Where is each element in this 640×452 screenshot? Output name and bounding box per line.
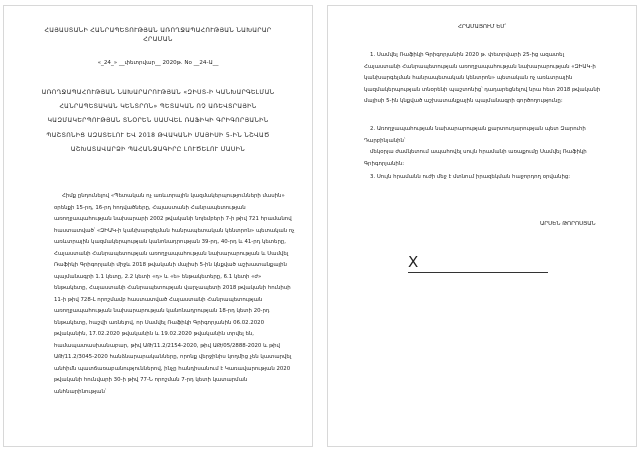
body-line: անհնարինության՝ xyxy=(54,388,107,395)
body-line: ԱԹ/11.2/3045-2020 հանձնարարականները, որոնք վերջինիս կողմից չեն կատարվել xyxy=(54,354,292,360)
body-line: Հիմք ընդունելով «Պետական ոչ առևտրային կազմակերպությունների մասին» xyxy=(62,193,285,199)
item-line: 1. Սամվել Ռաֆիկի Գրիգորյանին 2020 թ. փետրվարի 25-ից ազատել xyxy=(370,52,565,58)
body-line: համապատասխանաբար, թիվ ԱԹ/11.2/2154-2020, թիվ ԱԹ/05/2888-2020 և թիվ xyxy=(54,342,280,349)
title-line: ՀԱՆՐԱՊԵՏԱԿԱՆ ԿԵՆՏՐՈՆ» ՊԵՏԱԿԱՆ ՈՉ ԱՌԵՎՏՐԱՅԻՆ xyxy=(59,103,257,111)
item-line: մեկօրյա ժամկետում ապահովել սույն հրամանի առաքումը Սամվել Ռաֆիկի xyxy=(370,149,587,155)
body-line: ենթակետը, Հայաստանի Հանրապետության վարչապետի 2018 թվականի հունիսի xyxy=(54,285,291,291)
left-page xyxy=(4,6,312,446)
body-line: թվականին, 17.02.2020 թվականին և 19.02.2020 թվականին տրվել են, xyxy=(54,331,255,337)
header-ministry: ՀԱՅԱՍՏԱՆԻ ՀԱՆՐԱՊԵՏՈՒԹՅԱՆ ԱՌՈՂՋԱՊԱՀՈՒԹՅԱՆ ՆԱԽԱՐԱՐ xyxy=(44,27,272,34)
signature-line xyxy=(408,272,548,273)
body-line: առևտրային կազմակերպության կանոնադրության 39-րդ, 40-րդ և 41-րդ կետերը, xyxy=(54,239,287,245)
body-line: Հայաստանի Հանրապետության առողջապահության նախարարության և Սամվել xyxy=(54,250,289,257)
header-order-label: ՀՐԱՄԱՆ xyxy=(143,36,173,43)
body-line: օրենքի 15-րդ, 16-րդ հոդվածները, Հայաստանի Հանրապետության xyxy=(54,204,246,211)
item-line: կազմակերպության տնօրենի պաշտոնից՝ դադարեցնելով նրա հետ 2018 թվականի xyxy=(364,86,601,93)
item-2 xyxy=(364,124,626,170)
item-line: Գրիգորյանին: xyxy=(364,160,405,167)
signatory-name: ԱՐՍԵՆ ԹՈՐՈՍՅԱՆ xyxy=(540,221,596,227)
body-line: անհիմն պատճառաբանություններով, ինչը հանդիսանում է Կառավարության 2020 xyxy=(54,365,291,372)
body-line: թվականի հունվարի 30-ի թիվ 77-Ն որոշման 7-րդ կետի կատարման xyxy=(54,377,248,383)
body-line: առողջապահության նախարարության կանոնադրության 18-րդ կետի 20-րդ xyxy=(54,308,270,314)
title-line: ԱՌՈՂՋԱՊԱՀՈՒԹՅԱՆ ՆԱԽԱՐԱՐՈՒԹՅԱՆ «ԶԻՍՏ-Ի ԿԱՆԽԱՐԳԵԼՄԱՆ xyxy=(41,89,275,96)
body-line: ենթակետը, հաշվի առնելով, որ Սամվել Ռաֆիկի Գրիգորյանին 06.02.2020 xyxy=(54,319,265,326)
order-body xyxy=(54,191,302,398)
body-line: Ռաֆիկի Գրիգորյանի միջև 2018 թվականի մայիսի 5-ին կնքված աշխատանքային xyxy=(54,262,287,268)
signature-mark: X xyxy=(408,253,419,271)
title-line: ՊԱՇՏՈՆԻՑ ԱԶԱՏԵԼՈՒ ԵՎ 2018 ԹՎԱԿԱՆԻ ՄԱՅԻՍԻ 5-ԻՆ ՆՇՎԱԾ xyxy=(46,131,270,139)
order-title xyxy=(12,86,304,157)
item-line: Հայաստանի Հանրապետության առողջապահության նախարարության «ԶԻԱԿ-ի xyxy=(364,63,596,70)
header-block xyxy=(16,26,300,44)
body-line: 11-ի թիվ 728-Լ որոշմամբ հաստատված Հայաստանի Հանրապետության xyxy=(54,296,263,303)
item-3 xyxy=(364,172,626,184)
body-line: պայմանագրի 1.1 կետը, 2.2 կետի «դ» և «ե» ենթակետերը, 6.1 կետի «ժ» xyxy=(54,273,262,280)
body-line: հաստատված՝ «ԶԻԱԿ-ի կանխարգելման հանրապետական կենտրոն» պետական ոչ xyxy=(54,227,295,234)
item-line: 2. Առողջապահության նախարարության քարտուղարության պետ Զարուհի xyxy=(370,126,586,132)
item-1 xyxy=(364,50,626,108)
body-line: առողջապահության նախարարի 2002 թվականի նոյեմբերի 7-ի թիվ 721 հրամանով xyxy=(54,216,292,222)
right-page xyxy=(328,6,636,446)
item-line: կանխարգելման հանրապետական կենտրոն» պետական ոչ առևտրային xyxy=(364,75,573,81)
title-line: ԱՇԽԱՏԱՎԱՐՁԻ ՊԱՀԱՆՋԱԳԻՐԸ ԼՈՒԾԵԼՈՒ ՄԱՍԻՆ xyxy=(70,145,246,153)
item-line: մայիսի 5-ին կնքված աշխատանքային պայմանագրի գործողությունը: xyxy=(364,98,563,104)
command-heading: ՀՐԱՄԱՅՈՒՄ ԵՄ՝ xyxy=(457,24,507,30)
order-date-number: «_24_» __փետրվար__ 2020թ. No __24-Ա__ xyxy=(97,60,219,66)
title-line: ԿԱԶՄԱԿԵՐՊՈՒԹՅԱՆ ՏՆՕՐԵՆ ՍԱՄՎԵԼ ՌԱՖԻԿԻ ԳՐԻԳՈՐՅԱՆԻՆ xyxy=(47,117,269,125)
item-line: 3. Սույն հրամանն ուժի մեջ է մտնում իրազեկման հաջորդող օրվանից: xyxy=(370,174,571,180)
item-line: Դարբինյանին՝ xyxy=(364,137,406,144)
